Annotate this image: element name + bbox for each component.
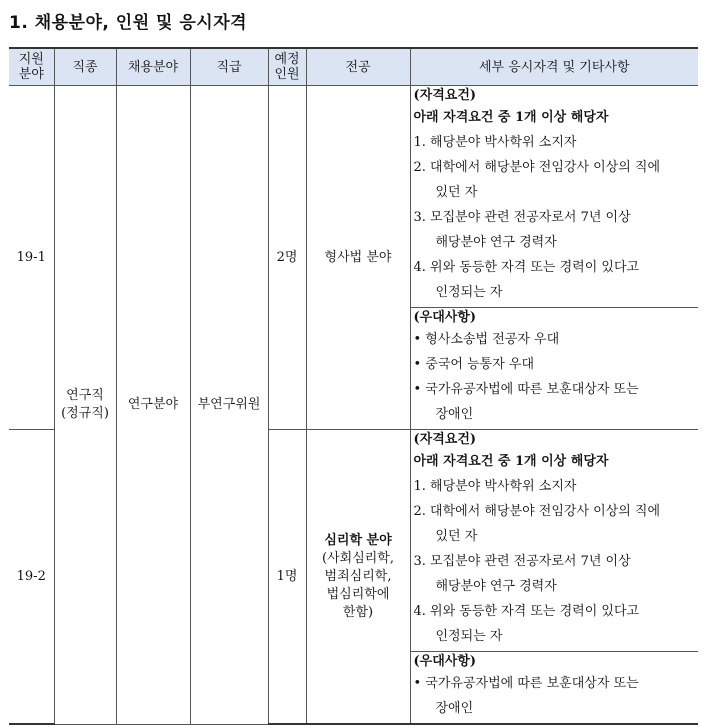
requirements-section — [411, 86, 699, 308]
preference-item: • 형사소송법 전공자 우대 — [413, 332, 560, 347]
requirement-item-cont: 있던 자 — [435, 529, 478, 544]
area-code: 19-1 — [9, 86, 54, 430]
major-cell: 심리학 분야 (사회심리학, 범죄심리학, 법심리학에 한함) — [306, 430, 410, 725]
header-job-type: 직종 — [54, 48, 116, 86]
requirement-item: 3. 모집분야 관련 전공자로서 7년 이상 — [413, 210, 631, 225]
header-row — [9, 48, 698, 86]
header-details: 세부 응시자격 및 기타사항 — [410, 48, 698, 86]
header-major: 전공 — [306, 48, 410, 86]
requirement-item-cont: 인정되는 자 — [435, 285, 503, 300]
header-grade: 직급 — [190, 48, 268, 86]
section-title: 1. 채용분야, 인원 및 응시자격 — [9, 13, 248, 33]
requirement-item: 4. 위와 동등한 자격 또는 경력이 있다고 — [413, 260, 640, 275]
requirement-item: 1. 해당분야 박사학위 소지자 — [413, 135, 577, 150]
header-area: 지원 분야 — [9, 48, 54, 86]
area-code: 19-2 — [9, 430, 54, 725]
requirement-item-cont: 해당분야 연구 경력자 — [435, 235, 557, 250]
requirement-item-cont: 인정되는 자 — [435, 629, 503, 644]
table-row — [9, 86, 698, 430]
field-cell: 연구분야 — [116, 86, 190, 725]
grade-cell: 부연구위원 — [190, 86, 268, 725]
requirement-item: 3. 모집분야 관련 전공자로서 7년 이상 — [413, 554, 631, 569]
preference-heading: (우대사항) — [413, 654, 477, 669]
requirement-item-cont: 해당분야 연구 경력자 — [435, 579, 557, 594]
requirement-item: 1. 해당분야 박사학위 소지자 — [413, 479, 577, 494]
requirements-heading: (자격요건) — [413, 88, 477, 103]
header-field: 채용분야 — [116, 48, 190, 86]
details-cell — [410, 86, 698, 430]
job-type-cell: 연구직 (정규직) — [54, 86, 116, 725]
preference-section — [411, 308, 699, 429]
preference-item: • 중국어 능통자 우대 — [413, 357, 535, 372]
requirements-subheading: 아래 자격요건 중 1개 이상 해당자 — [413, 110, 609, 125]
requirement-item: 4. 위와 동등한 자격 또는 경력이 있다고 — [413, 604, 640, 619]
recruitment-table — [9, 47, 698, 725]
preference-heading: (우대사항) — [413, 310, 477, 325]
preference-section — [411, 652, 699, 723]
preference-item: • 국가유공자법에 따른 보훈대상자 또는 — [413, 382, 639, 397]
preference-item-cont: 장애인 — [435, 407, 474, 422]
preference-item: • 국가유공자법에 따른 보훈대상자 또는 — [413, 676, 639, 691]
planned-count: 1명 — [268, 430, 306, 725]
requirements-heading: (자격요건) — [413, 432, 477, 447]
requirements-section — [411, 430, 699, 652]
requirement-item: 2. 대학에서 해당분야 전임강사 이상의 직에 — [413, 160, 661, 175]
requirement-item-cont: 있던 자 — [435, 185, 478, 200]
requirement-item: 2. 대학에서 해당분야 전임강사 이상의 직에 — [413, 504, 661, 519]
major-cell: 형사법 분야 — [306, 86, 410, 430]
details-cell — [410, 430, 698, 725]
preference-item-cont: 장애인 — [435, 701, 474, 716]
header-planned: 예정 인원 — [268, 48, 306, 86]
requirements-subheading: 아래 자격요건 중 1개 이상 해당자 — [413, 454, 609, 469]
planned-count: 2명 — [268, 86, 306, 430]
major-title: 심리학 분야 — [324, 532, 392, 548]
